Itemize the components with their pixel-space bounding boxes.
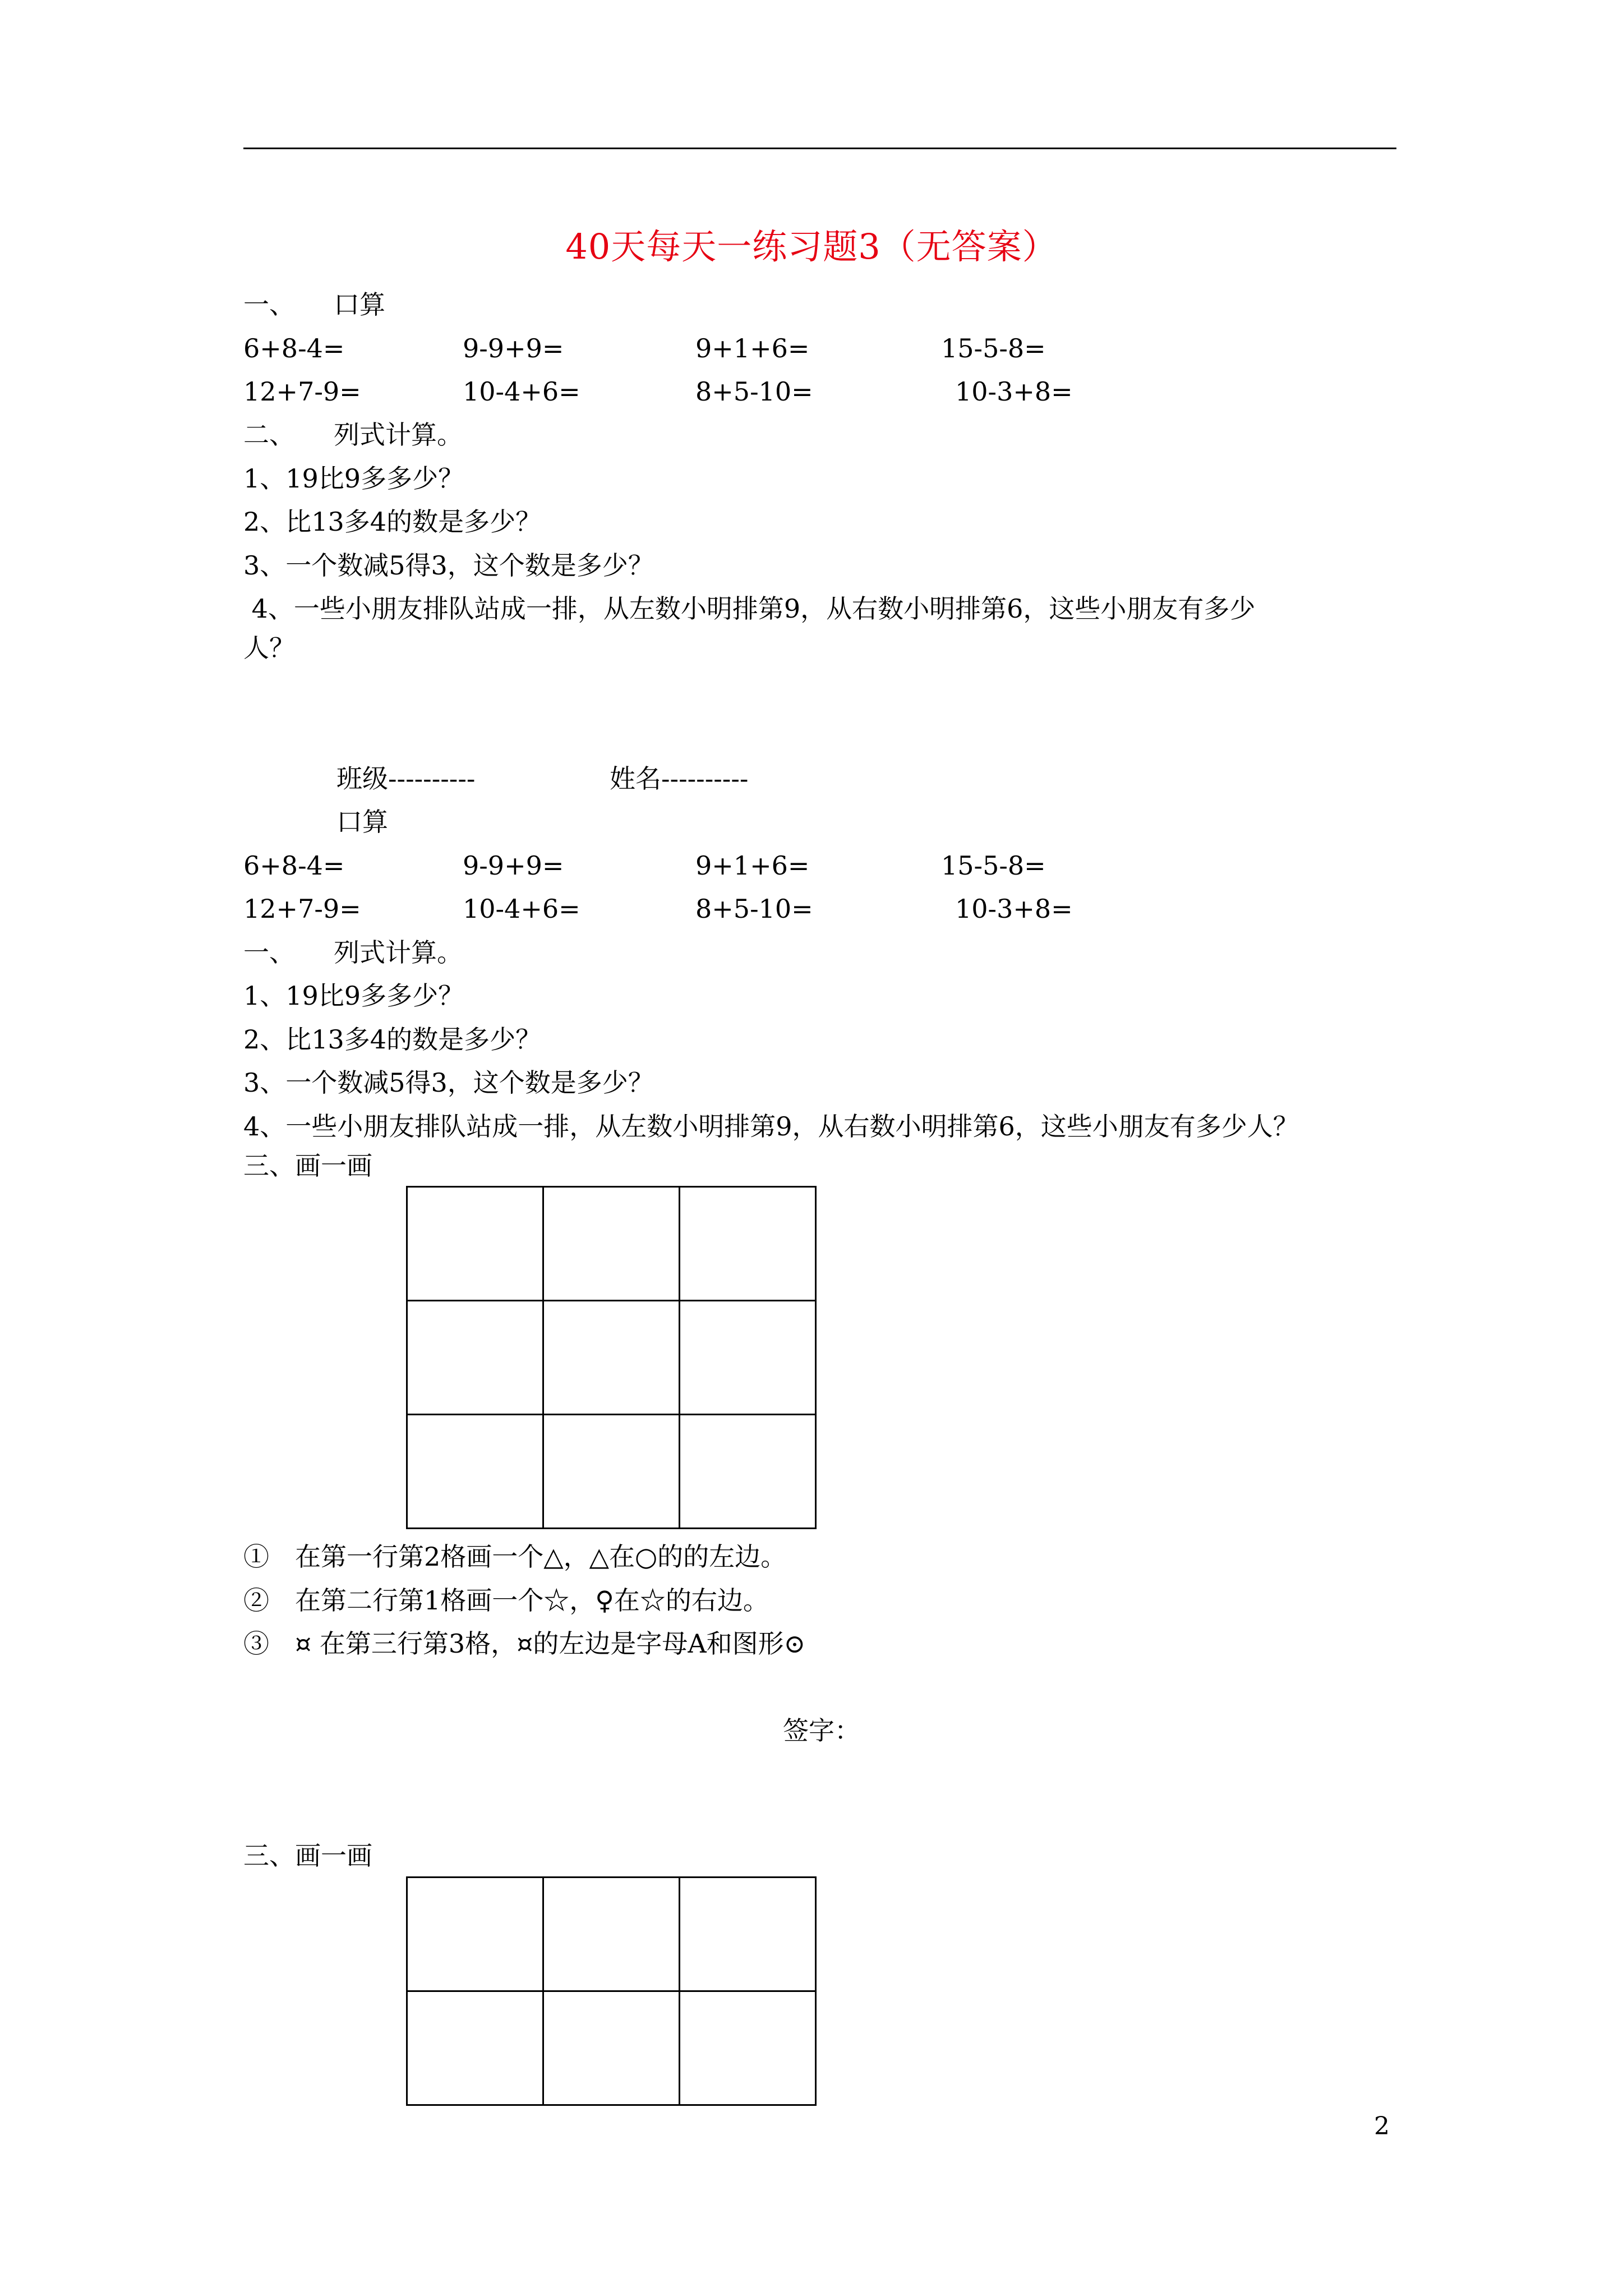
grid-cell[interactable] <box>407 1878 543 1991</box>
question-item: 1、19比9多多少？ <box>243 463 464 494</box>
question-item-continued: 人？ <box>243 633 295 663</box>
instruction-item: ③ ¤ 在第三行第3格，¤的左边是字母A和图形⊙ <box>243 1628 806 1659</box>
section-heading-drawing: 三、画一画 <box>243 1841 372 1871</box>
mental-item: 9-9+9= <box>463 850 564 881</box>
class-field: 班级---------- <box>336 763 476 794</box>
section-heading-mental-math: 口算 <box>336 807 388 837</box>
grid-cell[interactable] <box>543 1878 680 1991</box>
section-heading-word-problems: 一、 列式计算。 <box>243 937 463 968</box>
grid-cell[interactable] <box>680 1187 816 1301</box>
signature-label: 签字： <box>783 1715 860 1746</box>
grid-cell[interactable] <box>543 1301 680 1415</box>
instruction-item: ① 在第一行第2格画一个△，△在○的的左边。 <box>243 1542 787 1572</box>
drawing-grid-2x3 <box>406 1876 817 2106</box>
instruction-item: ② 在第二行第1格画一个☆，♀在☆的右边。 <box>243 1585 769 1616</box>
mental-item: 15-5-8= <box>941 850 1046 881</box>
question-item: 1、19比9多多少？ <box>243 981 464 1011</box>
grid-cell[interactable] <box>680 1878 816 1991</box>
grid-cell[interactable] <box>543 1187 680 1301</box>
question-item: 4、一些小朋友排队站成一排，从左数小明排第9，从右数小明排第6，这些小朋友有多少 <box>243 593 1256 624</box>
grid-cell[interactable] <box>680 1301 816 1415</box>
question-item: 3、一个数减5得3，这个数是多少？ <box>243 550 654 581</box>
mental-item: 6+8-4= <box>243 850 345 881</box>
name-field: 姓名---------- <box>610 763 749 794</box>
mental-item: 10-4+6= <box>463 376 580 407</box>
drawing-grid-3x3 <box>406 1186 817 1529</box>
mental-item: 12+7-9= <box>243 894 361 924</box>
mental-item: 8+5-10= <box>695 376 813 407</box>
grid-cell[interactable] <box>407 1187 543 1301</box>
section-heading-drawing: 三、画一画 <box>243 1151 372 1181</box>
mental-item: 15-5-8= <box>941 333 1046 364</box>
mental-item: 9+1+6= <box>695 333 810 364</box>
question-item: 2、比13多4的数是多少？ <box>243 507 542 537</box>
mental-item: 8+5-10= <box>695 894 813 924</box>
grid-cell[interactable] <box>407 1301 543 1415</box>
grid-cell[interactable] <box>680 1415 816 1529</box>
grid-cell[interactable] <box>407 1991 543 2105</box>
mental-item: 9+1+6= <box>695 850 810 881</box>
mental-item: 12+7-9= <box>243 376 361 407</box>
question-item: 2、比13多4的数是多少？ <box>243 1024 542 1055</box>
grid-cell[interactable] <box>680 1991 816 2105</box>
mental-item: 10-3+8= <box>955 376 1073 407</box>
page-number: 2 <box>1374 2112 1390 2141</box>
mental-item: 6+8-4= <box>243 333 345 364</box>
mental-item: 10-3+8= <box>955 894 1073 924</box>
grid-cell[interactable] <box>543 1415 680 1529</box>
mental-item: 10-4+6= <box>463 894 580 924</box>
section-heading-mental-math: 一、 口算 <box>243 289 385 320</box>
section-heading-word-problems: 二、 列式计算。 <box>243 420 463 450</box>
mental-item: 9-9+9= <box>463 333 564 364</box>
question-item: 4、一些小朋友排队站成一排，从左数小明排第9，从右数小明排第6，这些小朋友有多少人？ <box>243 1111 1299 1142</box>
grid-cell[interactable] <box>407 1415 543 1529</box>
page-title: 40天每天一练习题3（无答案） <box>565 226 1058 267</box>
header-rule <box>243 148 1396 149</box>
question-item: 3、一个数减5得3，这个数是多少？ <box>243 1068 654 1098</box>
grid-cell[interactable] <box>543 1991 680 2105</box>
